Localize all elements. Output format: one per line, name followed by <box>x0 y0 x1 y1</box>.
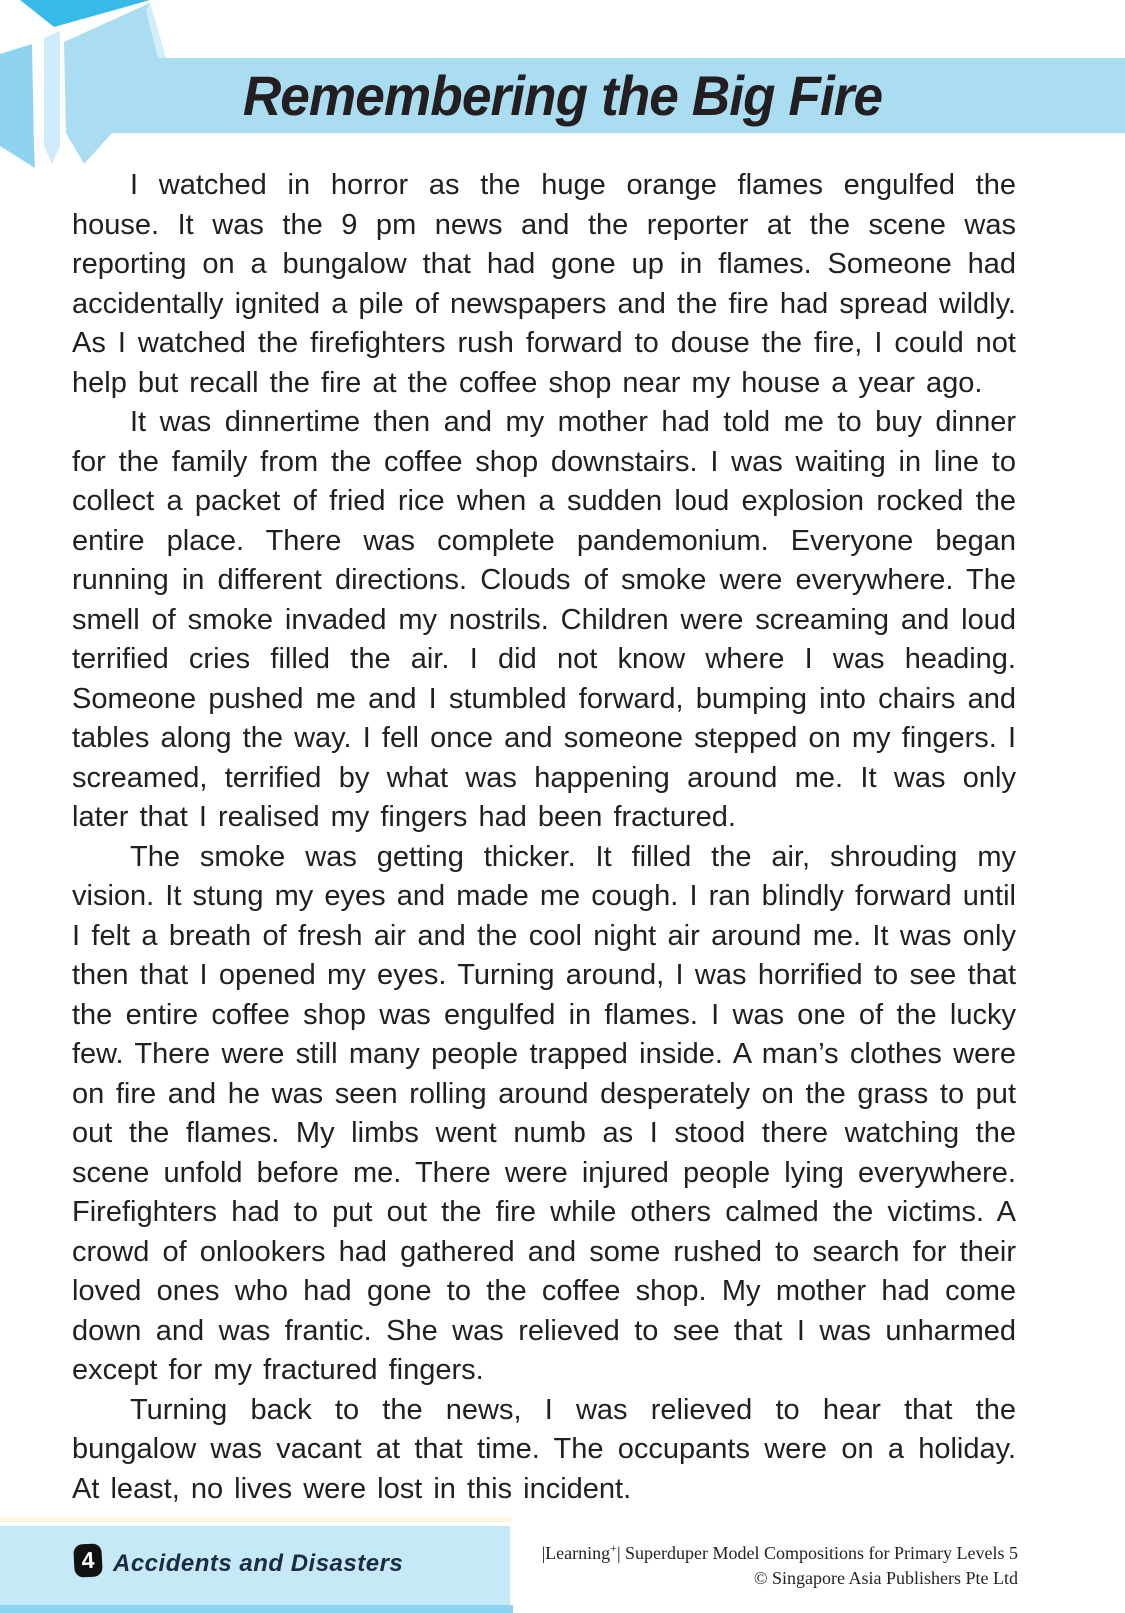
composition-text <box>72 166 1016 1509</box>
chapter-title: Accidents and Disasters <box>113 1550 404 1577</box>
paragraph-4: Turning back to the news, I was relieved to hear that the bungalow was vacant at that time. The occupants were on a holiday. At least, no lives were lost in this incident. <box>72 1393 1016 1505</box>
publisher-copyright: © Singapore Asia Publishers Pte Ltd <box>753 1568 1018 1588</box>
publisher-series-line <box>418 1536 1018 1566</box>
paragraph-1: I watched in horror as the huge orange flames engulfed the house. It was the 9 pm news and the reporter at the scene was reporting on a bungalow that had gone up in flames. Someone had accidentally ignited a pile of newspapers and the fire had spread wildly. As I watched the firefighters rush forward to douse the fire, I could not help but recall the fire at the coffee shop near my house a year ago. <box>72 169 1016 399</box>
publisher-brand: |Learning <box>541 1543 611 1563</box>
paragraph-3: The smoke was getting thicker. It filled the air, shrouding my vision. It stung my eyes and made me cough. I ran blindly forward until I felt a breath of fresh air and the cool night air around me. It was only then that I opened my eyes. Turning around, I was horrified to see that the entire coffee shop was engulfed in flames. I was one of the lucky few. There were still many people trapped inside. A man’s clothes were on fire and he was seen rolling around desperately on the grass to put out the flames. My limbs went numb as I stood there watching the scene unfold before me. There were injured people lying everywhere. Firefighters had to put out the fire while others calmed the victims. A crowd of onlookers had gathered and some rushed to search for their loved ones who had gone to the coffee shop. My mother had come down and was frantic. She was relieved to see that I was unharmed except for my fractured fingers. <box>72 840 1016 1386</box>
paragraph-2: It was dinnertime then and my mother had told me to buy dinner for the family from the coffee shop downstairs. I was waiting in line to collect a packet of fried rice when a sudden loud explosion rocked the entire place. There was complete pandemonium. Everyone began running in different directions. Clouds of smoke were everywhere. The smell of smoke invaded my nostrils. Children were screaming and loud terrified cries filled the air. I did not know where I was heading. Someone pushed me and I stumbled forward, bumping into chairs and tables along the way. I fell once and someone stepped on my fingers. I screamed, terrified by what was happening around me. It was only later that I realised my fingers had been fractured. <box>72 406 1016 833</box>
footer-accent-line <box>0 1517 512 1522</box>
chapter-number-badge <box>73 1543 103 1577</box>
book-lower-tail <box>66 133 112 164</box>
page-title-text: Remembering the Big Fire <box>242 64 883 127</box>
publisher-series: | Superduper Model Compositions for Primary Levels 5 <box>616 1543 1018 1563</box>
publisher-imprint <box>418 1536 1018 1591</box>
publisher-brand-plus: + <box>610 1541 617 1555</box>
footer-bottom-strip <box>0 1605 513 1613</box>
chapter-number: 4 <box>80 1546 96 1574</box>
page-title <box>0 63 1125 129</box>
